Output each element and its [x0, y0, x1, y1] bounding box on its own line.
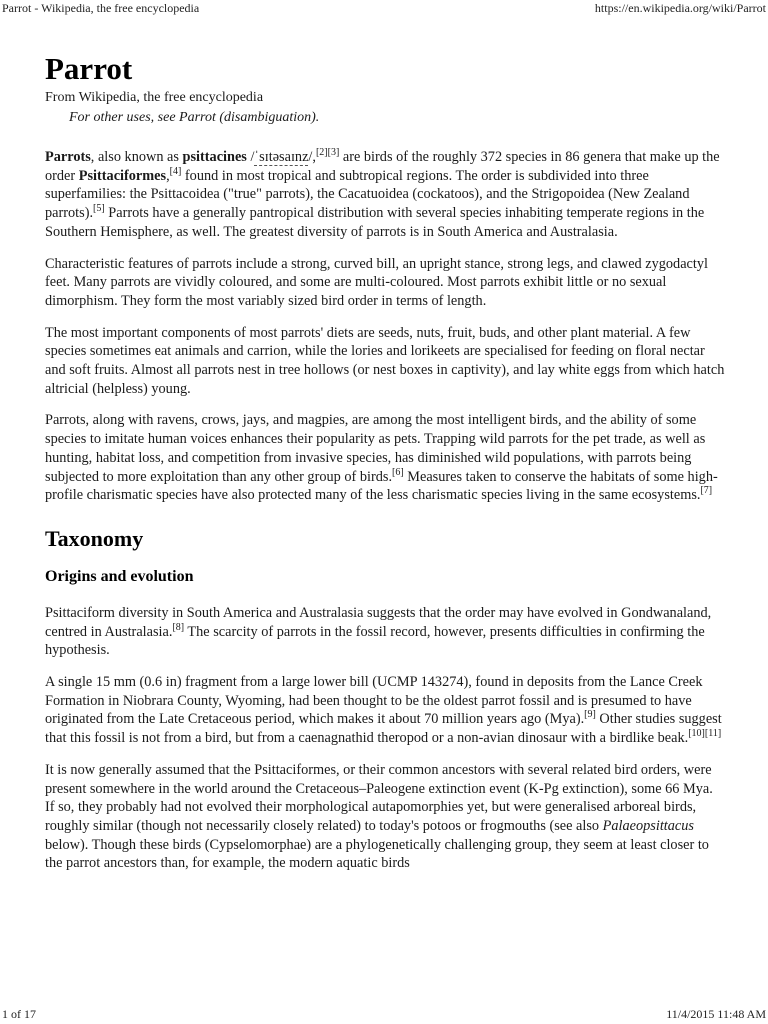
- text-run: found in most tropical and subtropical regions. The order is subdivided into three superfamilies: the Psittacoidea ("true" parrots), the Cacatuoidea (cockatoos), and the Strigopoidea (New Zealand parrots).: [45, 167, 690, 222]
- text-run: Psittaciform diversity in South America and Australasia suggests that the order may have evolved in Gondwanaland, centred in Australasia.: [45, 604, 712, 640]
- print-datetime: 11/4/2015 11:48 AM: [666, 1007, 766, 1021]
- disambiguation-hatnote[interactable]: For other uses, see Parrot (disambiguation).: [69, 110, 320, 125]
- origins-paragraph-2: [45, 673, 725, 748]
- citation-ref[interactable]: [9]: [584, 709, 596, 721]
- print-page-title: Parrot - Wikipedia, the free encyclopedia: [2, 1, 200, 15]
- text-run: ,: [166, 167, 170, 184]
- text-run: Other studies suggest that this fossil is not from a bird, but from a caenagnathid theropod or a non-avian dinosaur with a birdlike beak.: [45, 711, 722, 747]
- intro-paragraph-1: [45, 148, 725, 242]
- citation-ref[interactable]: [6]: [392, 466, 404, 478]
- subsection-heading-origins: Origins and evolution: [45, 567, 194, 585]
- term-psittacines: psittacines: [182, 149, 247, 165]
- citation-ref[interactable]: [5]: [93, 203, 105, 215]
- text-run: /: [246, 149, 255, 165]
- text-run: Parrots have a generally pantropical distribution with several species inhabiting temperate regions in the Southern Hemisphere, as well. The greatest diversity of parrots is in South America and Australasia.: [45, 205, 705, 240]
- citation-ref[interactable]: [2]: [315, 147, 328, 159]
- text-run: Measures taken to conserve the habitats of some high-profile charismatic species have also protected many of the less charismatic species living in the same ecosystems.: [45, 468, 718, 504]
- citation-ref[interactable]: [7]: [700, 485, 713, 497]
- text-run: Parrots, along with ravens, crows, jays, and magpies, are among the most intelligent birds, and the ability of some species to imitate human voices enhances their popularity as pets. Trapping wild parrots for the pet trade, as well as hunting, habitat loss, and competition from invasive species, has diminished wild populations, with parrots being subjected to more exploitation than any other group of birds.: [45, 412, 706, 485]
- origins-paragraph-1: [45, 604, 725, 660]
- intro-paragraph-3: The most important components of most parrots' diets are seeds, nuts, fruit, buds, and other plant material. A few species sometimes eat animals and carrion, while the lories and lorikeets are specialised for feeding on floral nectar and soft fruits. Almost all parrots nest in tree hollows (or nest boxes in captivity), and lay white eggs from which hatch altricial (helpless) young.: [45, 324, 725, 397]
- page-title: Parrot: [45, 51, 133, 86]
- text-run: It is now generally assumed that the Psittaciformes, or their common ancestors with several related bird orders, were present somewhere in the world around the Cretaceous–Paleogene extinction event (K-Pg extinction), some 66 Mya. If so, they probably had not evolved their morphological autapomorphies yet, but were generalised arboreal birds, roughly similar (though not necessarily closely related) to today's potoos or frogmouths (see also: [45, 761, 713, 834]
- term-parrots: Parrots: [45, 149, 91, 165]
- text-run: A single 15 mm (0.6 in) fragment from a large lower bill (UCMP 143274), found in deposits from the Lance Creek Formation in Niobrara County, Wyoming, had been thought to be the oldest parrot fossil and is presumed to have originated from the Late Cretaceous period, which makes it about 70 million years ago (Mya).: [45, 674, 703, 728]
- text-run: are birds of the roughly 372 species in 86 genera that make up the order: [45, 149, 720, 184]
- print-page-number: 1 of 17: [2, 1007, 36, 1021]
- print-footer: [0, 1006, 768, 1024]
- term-psittaciformes: Psittaciformes: [78, 167, 167, 184]
- print-url[interactable]: https://en.wikipedia.org/wiki/Parrot: [594, 1, 766, 15]
- ipa-pronunciation[interactable]: ˈsɪtəsaɪnz: [254, 149, 309, 165]
- text-run: , also known as: [90, 149, 183, 165]
- site-tagline: From Wikipedia, the free encyclopedia: [45, 90, 264, 105]
- text-run: below). Though these birds (Cypselomorphae) are a phylogenetically challenging group, they seem at least closer to the parrot ancestors than, for example, the modern aquatic birds: [45, 836, 709, 872]
- citation-ref[interactable]: [3]: [327, 147, 340, 159]
- citation-ref[interactable]: [10]: [688, 728, 705, 740]
- section-heading-taxonomy: Taxonomy: [45, 525, 144, 551]
- text-run: /,: [308, 149, 316, 165]
- citation-ref[interactable]: [4]: [169, 165, 182, 177]
- text-run: The scarcity of parrots in the fossil record, however, presents difficulties in confirming the hypothesis.: [45, 623, 705, 659]
- print-header: [0, 0, 768, 18]
- term-palaeopsittacus[interactable]: Palaeopsittacus: [602, 817, 694, 834]
- citation-ref[interactable]: [11]: [704, 728, 722, 740]
- article-content: [45, 50, 725, 886]
- origins-paragraph-3: [45, 761, 725, 873]
- citation-ref[interactable]: [8]: [172, 621, 185, 633]
- intro-paragraph-4: [45, 411, 725, 505]
- intro-paragraph-2: Characteristic features of parrots include a strong, curved bill, an upright stance, strong legs, and clawed zygodactyl feet. Many parrots are vividly coloured, and some are multi-coloured. Most parrots exhibit little or no sexual dimorphism. They form the most variably sized bird order in terms of length.: [45, 255, 708, 309]
